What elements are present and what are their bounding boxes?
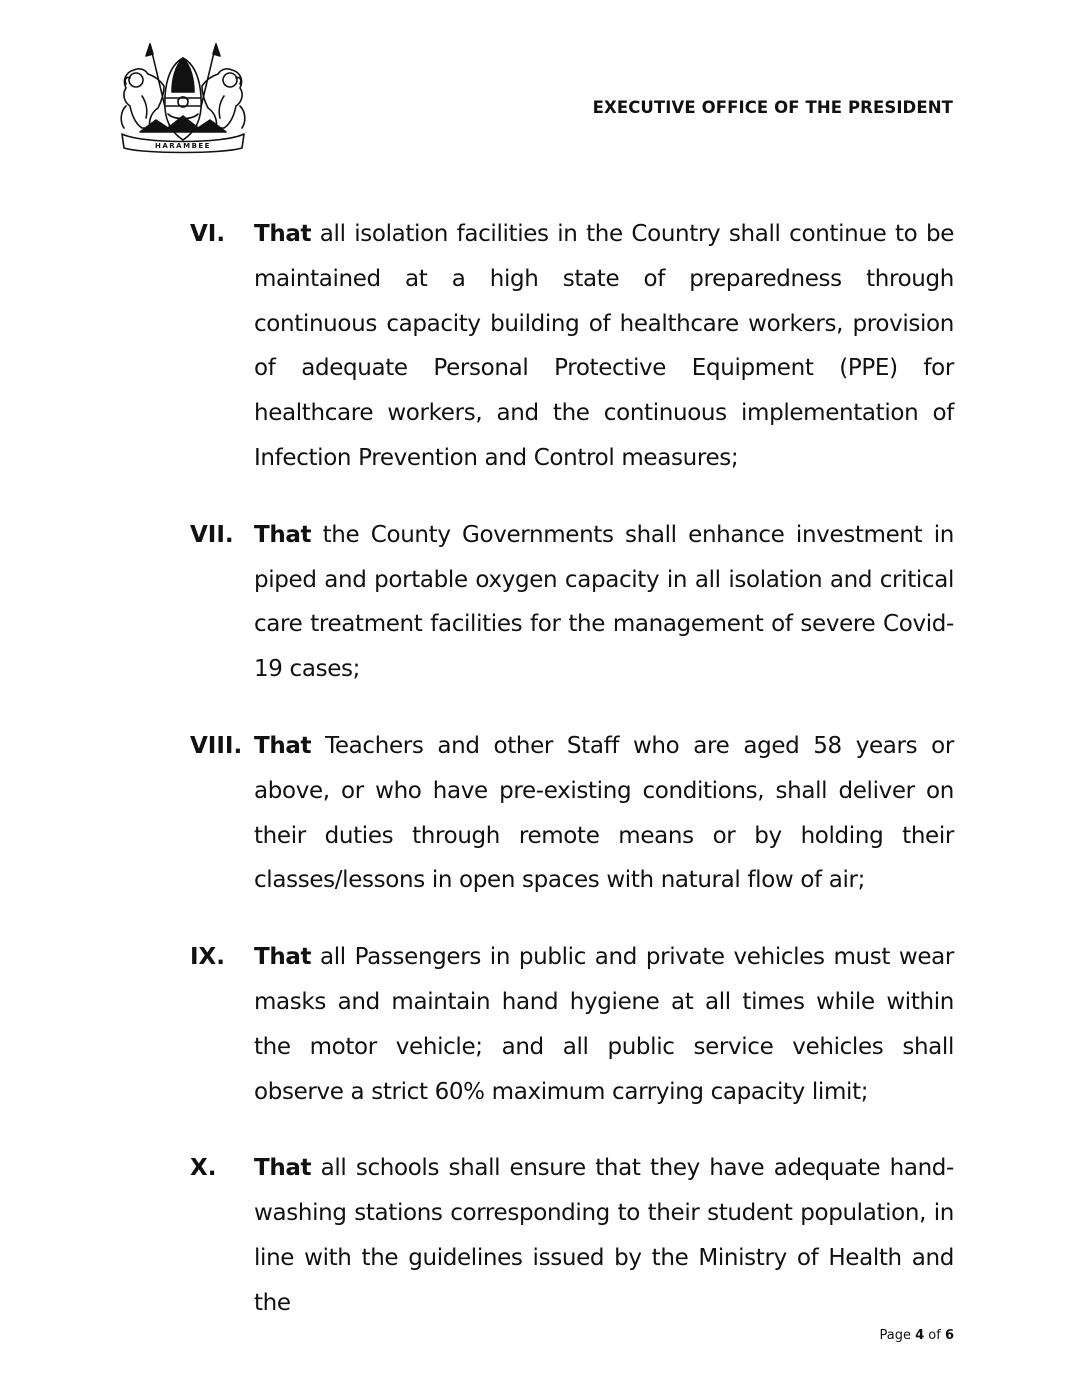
clause-lead: That: [254, 944, 312, 971]
page-label: Page: [879, 1328, 911, 1343]
clause-numeral: X.: [190, 1155, 217, 1182]
clause-body: the County Governments shall enhance investment in piped and portable oxygen capacity in all isolation and critical care treatment facilities for the management of severe Covid-19 cases;: [254, 521, 955, 683]
clause-lead: That: [254, 521, 312, 548]
clause-item: [190, 724, 954, 903]
clause-text: [254, 212, 954, 481]
clause-item: [190, 513, 954, 692]
of-label: of: [928, 1328, 941, 1343]
clause-list: [190, 212, 954, 1358]
clause-text: [254, 1146, 954, 1325]
clause-item: [190, 935, 954, 1114]
clause-text: [254, 724, 954, 903]
clause-body: all schools shall ensure that they have adequate hand-washing stations corresponding to their student population, in line with the guidelines issued by the Ministry of Health and the: [254, 1155, 955, 1316]
clause-lead: That: [254, 221, 312, 247]
current-page: 4: [915, 1328, 925, 1343]
total-pages: 6: [944, 1328, 954, 1343]
clause-body: all isolation facilities in the Country shall continue to be maintained at a high state of preparedness through continuous capacity building of healthcare workers, provision of adequate Personal Protective Equipment (PPE) for healthcare workers, and the continuous implementation of Infection Prevention and Control measures;: [254, 221, 954, 471]
clause-numeral: VIII.: [190, 732, 243, 759]
clause-numeral: IX.: [190, 944, 226, 971]
clause-numeral: VII.: [190, 521, 234, 548]
clause-body: all Passengers in public and private vehicles must wear masks and maintain hand hygiene at all times while within the motor vehicle; and all public service vehicles shall observe a strict 60% maximum carrying capacity limit;: [254, 944, 954, 1105]
clause-numeral: VI.: [190, 221, 226, 247]
clause-item: [190, 1146, 954, 1325]
clause-lead: That: [254, 1155, 312, 1182]
office-title: EXECUTIVE OFFICE OF THE PRESIDENT: [592, 98, 953, 117]
crest-motto: HARAMBEE: [155, 142, 211, 150]
clause-lead: That: [254, 732, 312, 759]
kenya-coat-of-arms-icon: [112, 36, 254, 156]
page-number: [879, 1328, 954, 1343]
clause-item: [190, 212, 954, 481]
clause-text: [254, 935, 954, 1114]
clause-text: [254, 513, 954, 692]
clause-body: Teachers and other Staff who are aged 58 years or above, or who have pre-existing conditions, shall deliver on their duties through remote means or by holding their classes/lessons in open spaces with natural flow of air;: [254, 732, 954, 894]
